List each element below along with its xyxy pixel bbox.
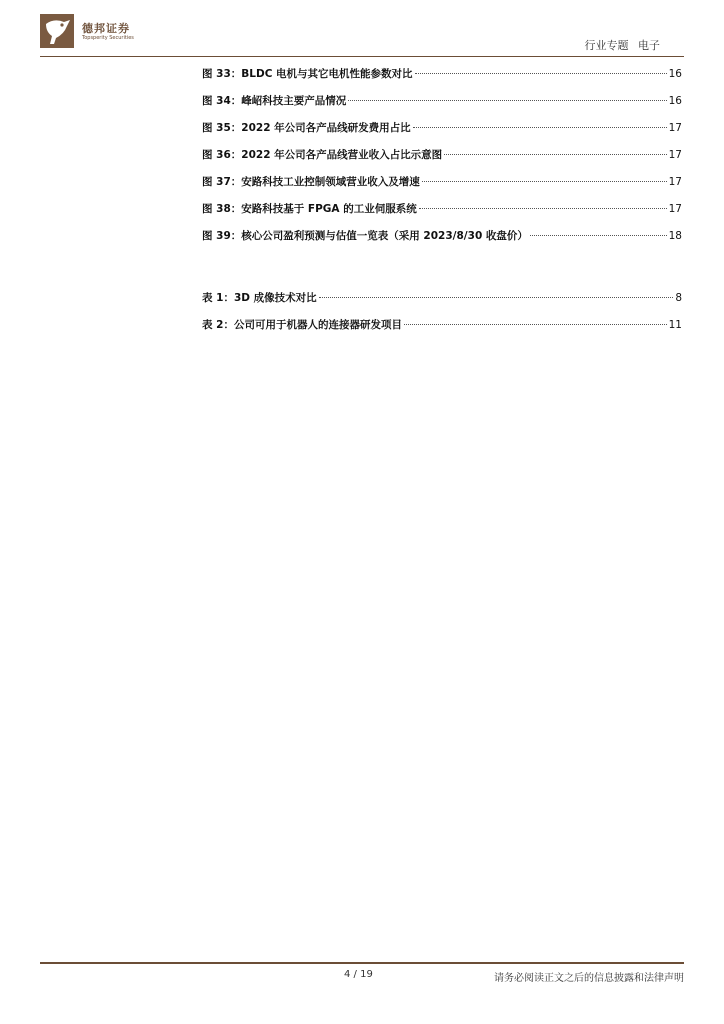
toc-figure-entry[interactable] (202, 228, 682, 247)
toc-figure-entry[interactable] (202, 93, 682, 112)
toc-entry-title (202, 120, 411, 135)
toc-table-entry[interactable] (202, 290, 682, 309)
table-list (202, 290, 682, 336)
toc-entry-label: 图 38： (202, 203, 242, 215)
toc-entry-page: 18 (668, 230, 682, 242)
toc-leader-dots (530, 235, 667, 236)
footer-divider (40, 962, 684, 964)
toc-entry-text: 安路科技基于 FPGA 的工业伺服系统 (241, 203, 417, 215)
toc-entry-title (202, 290, 317, 305)
report-category: 行业专题 电子 (584, 39, 660, 52)
toc-entry-page: 16 (668, 95, 682, 107)
toc-leader-dots (404, 324, 667, 325)
toc-entry-text: 安路科技工业控制领域营业收入及增速 (241, 176, 420, 188)
toc-entry-title (202, 228, 528, 243)
toc-entry-page: 17 (668, 203, 682, 215)
toc-entry-page: 17 (668, 176, 682, 188)
toc-leader-dots (319, 297, 674, 298)
toc-leader-dots (415, 73, 667, 74)
toc-leader-dots (444, 154, 666, 155)
toc-entry-label: 表 1： (202, 292, 234, 304)
toc-entry-page: 16 (668, 68, 682, 80)
toc-entry-text: BLDC 电机与其它电机性能参数对比 (241, 68, 413, 80)
toc-entry-text: 核心公司盈利预测与估值一览表（采用 2023/8/30 收盘价） (241, 230, 528, 242)
list-spacer (202, 255, 682, 290)
toc-figure-entry[interactable] (202, 201, 682, 220)
toc-entry-label: 图 34： (202, 95, 242, 107)
page-number: 4 / 19 (344, 969, 373, 980)
toc-entry-label: 图 39： (202, 230, 242, 242)
toc-table-entry[interactable] (202, 317, 682, 336)
toc-leader-dots (422, 181, 667, 182)
toc-leader-dots (419, 208, 667, 209)
toc-figure-entry[interactable] (202, 174, 682, 193)
header-divider (40, 56, 684, 57)
toc-figure-entry[interactable] (202, 66, 682, 85)
toc-leader-dots (348, 100, 666, 101)
toc-entry-label: 表 2： (202, 319, 234, 331)
toc-entry-page: 17 (668, 122, 682, 134)
toc-entry-text: 2022 年公司各产品线研发费用占比 (241, 122, 411, 134)
toc-entry-title (202, 317, 402, 332)
toc-entry-title (202, 201, 417, 216)
toc-leader-dots (413, 127, 667, 128)
company-logo (40, 14, 160, 54)
toc-entry-label: 图 37： (202, 176, 242, 188)
topsperity-logo-icon (40, 14, 74, 48)
toc-figure-entry[interactable] (202, 147, 682, 166)
toc-entry-text: 公司可用于机器人的连接器研发项目 (233, 319, 402, 331)
toc-entry-title (202, 147, 442, 162)
toc-entry-text: 3D 成像技术对比 (233, 292, 317, 304)
figure-list (202, 66, 682, 247)
toc-entry-label: 图 36： (202, 149, 242, 161)
disclaimer-text: 请务必阅读正文之后的信息披露和法律声明 (494, 973, 684, 984)
toc-entry-title (202, 174, 420, 189)
toc-entry-page: 8 (675, 292, 682, 304)
table-of-contents (202, 66, 682, 344)
toc-entry-page: 17 (668, 149, 682, 161)
toc-entry-title (202, 93, 346, 108)
toc-entry-label: 图 33： (202, 68, 242, 80)
toc-entry-text: 2022 年公司各产品线营业收入占比示意图 (241, 149, 443, 161)
logo-english-name: Topsperity Securities (82, 35, 134, 41)
toc-entry-label: 图 35： (202, 122, 242, 134)
toc-entry-title (202, 66, 413, 81)
toc-entry-text: 峰岹科技主要产品情况 (241, 95, 347, 107)
logo-chinese-name: 德邦证券 (82, 22, 130, 35)
toc-figure-entry[interactable] (202, 120, 682, 139)
toc-entry-page: 11 (668, 319, 682, 331)
